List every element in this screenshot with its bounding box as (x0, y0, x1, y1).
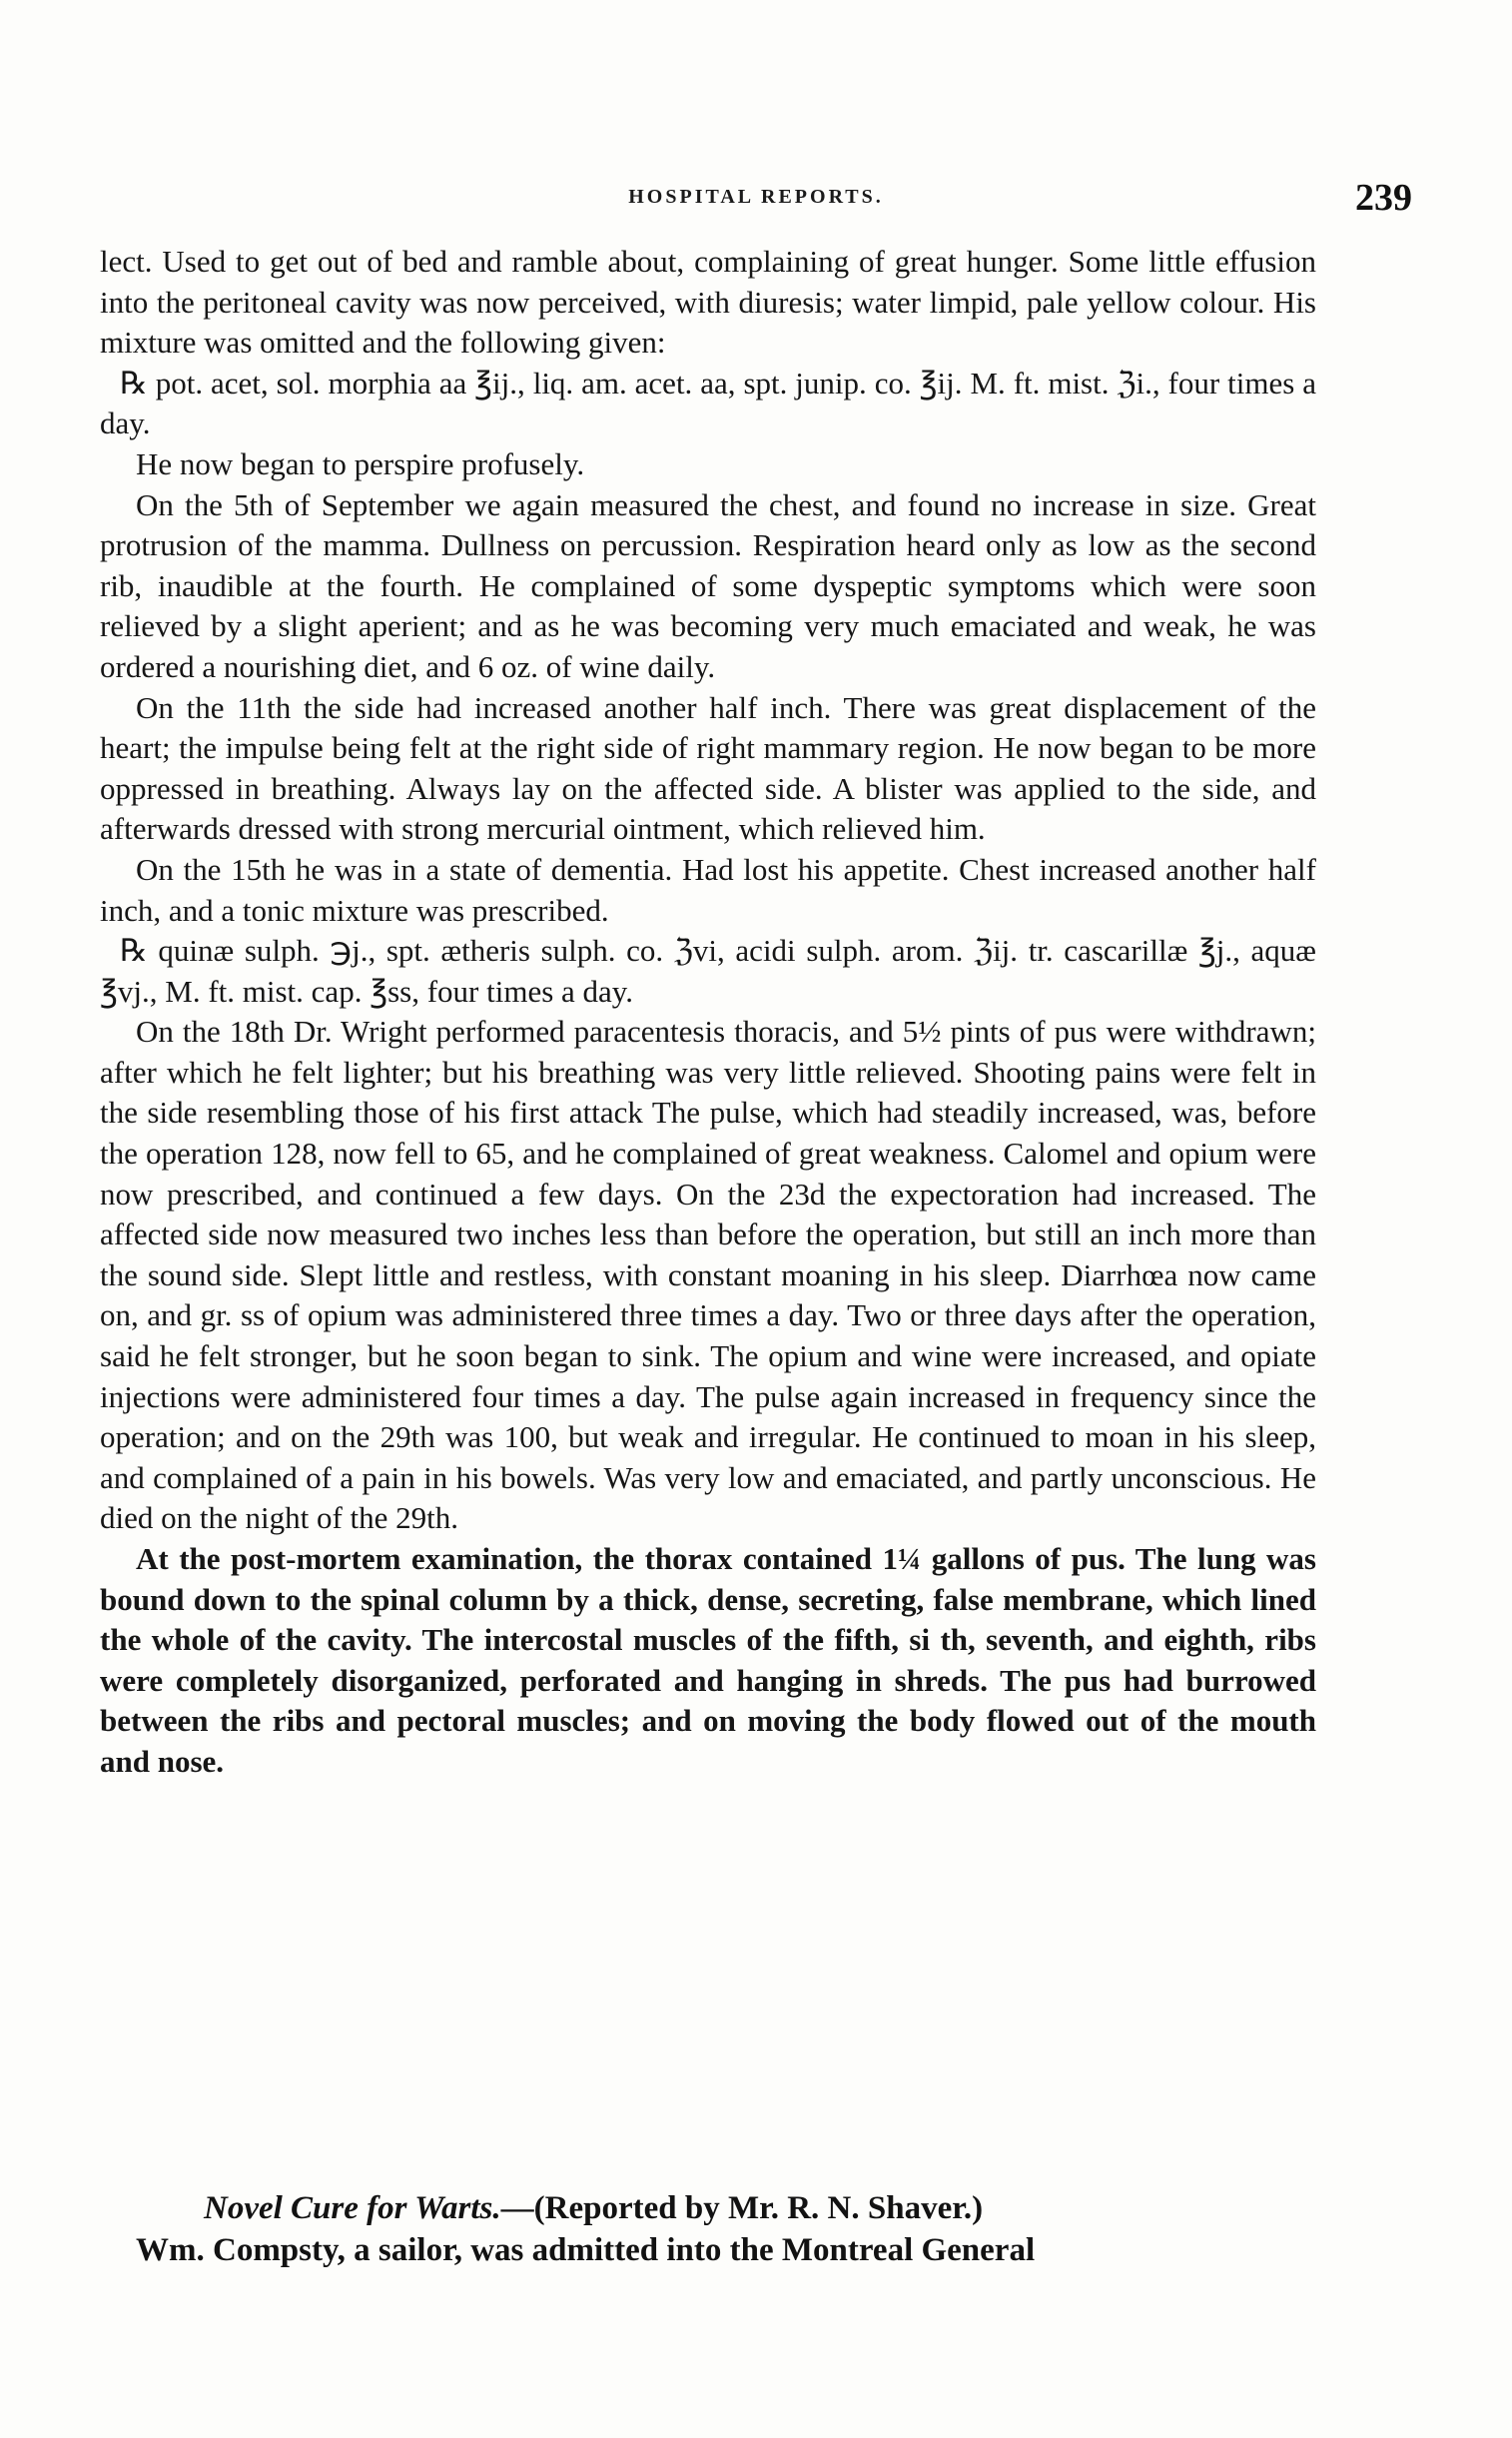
paragraph-15th: On the 15th he was in a state of dementia. Had lost his appetite. Chest increased another half inch, and a tonic mixture was prescribed. (100, 851, 1316, 928)
running-head (100, 177, 1412, 222)
prescription-quinine: ℞ quinæ sulph. ℈j., spt. ætheris sulph. co. ℨvi, acidi sulph. arom. ℨij. tr. cascarillæ ℥j., aquæ ℥vj., M. ft. mist. cap. ℥ss, four times a day. (100, 933, 1316, 1009)
paragraph-post-mortem: At the post-mortem examination, the thorax contained 1¼ gallons of pus. The lung was bound down to the spinal column by a thick, dense, secreting, false membrane, which lined the whole of the cavity. The intercostal muscles of the fifth, si th, seventh, and eighth, ribs were completely disorganized, perforated and hanging in shreds. The pus had burrowed between the ribs and pectoral muscles; and on moving the body flowed out of the mouth and nose. (100, 1541, 1316, 1779)
paragraph-11th: On the 11th the side had increased another half inch. There was great displacement of the heart; the impulse being felt at the right side of right mammary region. He now began to be more oppressed in breathing. Always lay on the affected side. A blister was applied to the side, and afterwards dressed with strong mercurial ointment, which relieved him. (100, 689, 1316, 847)
page-number: 239 (1355, 177, 1412, 219)
next-section (100, 2187, 1316, 2271)
paragraph-perspire: He now began to perspire profusely. (136, 445, 585, 481)
prescription-morphia: ℞ pot. acet, sol. morphia aa ℥ij., liq. am. acet. aa, spt. junip. co. ℥ij. M. ft. mist. ℨi., four times a day. (100, 365, 1316, 441)
paragraph-18th: On the 18th Dr. Wright performed paracentesis thoracis, and 5½ pints of pus were withdrawn; after which he felt lighter; but his breathing was very little relieved. Shooting pains were felt in the side resembling those of his first attack The pulse, which had steadily increased, was, before the operation 128, now fell to 65, and he complained of great weakness. Calomel and opium were now prescribed, and continued a few days. On the 23d the expectoration had increased. The affected side now measured two inches less than before the operation, but still an inch more than the sound side. Slept little and restless, with constant moaning in his sleep. Diarrhœa now came on, and gr. ss of opium was administered three times a day. Two or three days after the operation, said he felt stronger, but he soon began to sink. The opium and wine were increased, and opiate injections were administered four times a day. The pulse again increased in frequency since the operation; and on the 29th was 100, but weak and irregular. He continued to moan in his sleep, and complained of a pain in his bowels. Was very low and emaciated, and partly unconscious. He died on the night of the 29th. (100, 1014, 1316, 1536)
section-opening: Wm. Compsty, a sailor, was admitted into the Montreal General (136, 2232, 1036, 2268)
section-title: Novel Cure for Warts. (204, 2190, 501, 2226)
section-reporter: —(Reported by Mr. R. N. Shaver.) (500, 2190, 984, 2226)
paragraph-continuation: lect. Used to get out of bed and ramble about, complaining of great hunger. Some little effusion into the peritoneal cavity was now perceived, with diuresis; water limpid, pale yellow colour. His mixture was omitted and the following given: (100, 244, 1316, 361)
running-title: HOSPITAL REPORTS. (628, 186, 884, 208)
paragraph-september-5: On the 5th of September we again measured the chest, and found no increase in size. Great protrusion of the mamma. Dullness on percussion. Respiration heard only as low as the second rib, inaudible at the fourth. He complained of some dyspeptic symptoms which were soon relieved by a slight aperient; and as he was becoming very much emaciated and weak, he was ordered a nourishing diet, and 6 oz. of wine daily. (100, 486, 1316, 684)
section-heading (100, 2187, 1316, 2229)
article-body (100, 242, 1316, 1783)
